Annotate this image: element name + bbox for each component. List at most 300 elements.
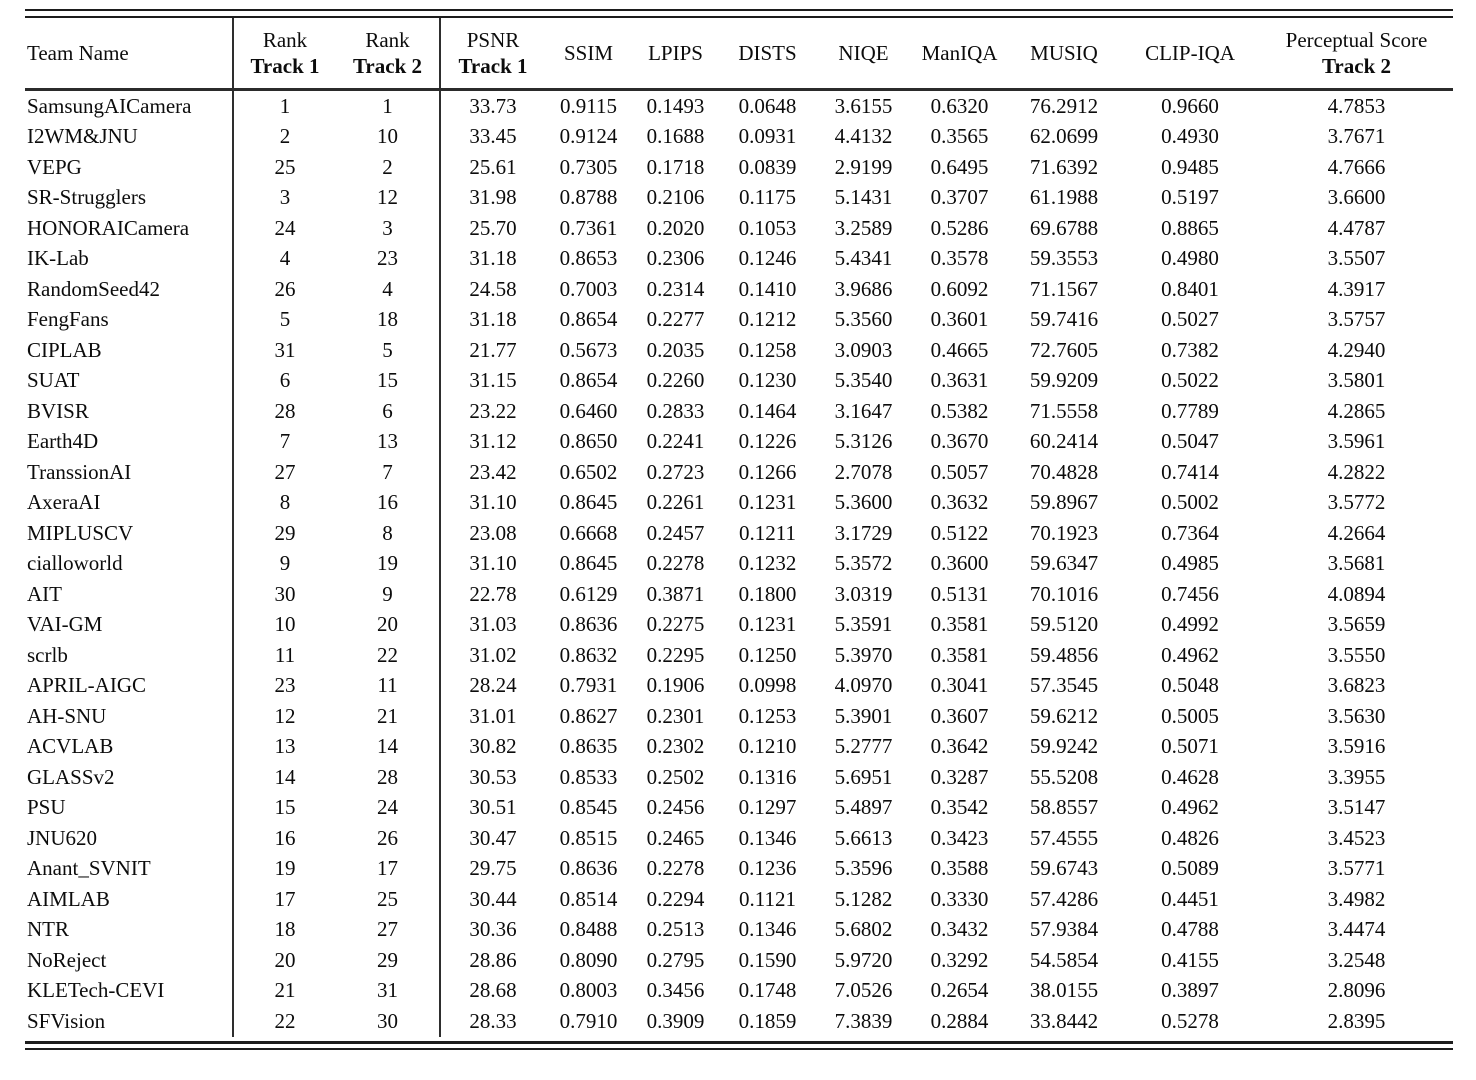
table-row — [25, 549, 1453, 580]
cell-ssim: 0.8645 — [559, 551, 618, 576]
cell-perceptual: 4.7666 — [1327, 154, 1386, 179]
cell-musiq: 71.6392 — [1029, 154, 1099, 179]
cell-perceptual: 3.7671 — [1327, 124, 1386, 149]
table-row — [25, 640, 1453, 671]
cell-rank1: 29 — [274, 520, 296, 545]
cell-musiq: 57.9384 — [1029, 917, 1099, 942]
column-header-line1: LPIPS — [648, 41, 703, 65]
cell-perceptual: 3.5630 — [1327, 703, 1386, 728]
cell-rank2: 22 — [336, 640, 440, 671]
cell-psnr: 31.10 — [469, 551, 517, 576]
cell-niqe: 5.1282 — [834, 886, 893, 911]
cell-psnr: 23.22 — [469, 398, 517, 423]
cell-rank2: 6 — [336, 396, 440, 427]
cell-rank2: 3 — [336, 213, 440, 244]
cell-perceptual: 3.5801 — [1327, 368, 1386, 393]
cell-musiq: 59.6212 — [1029, 703, 1099, 728]
cell-clipiqa: 0.4985 — [1161, 551, 1219, 576]
cell-psnr: 28.68 — [469, 978, 517, 1003]
cell-maniqa: 0.6320 — [930, 93, 989, 118]
cell-rank2: 1 — [336, 90, 440, 122]
cell-team: NoReject — [25, 945, 233, 976]
cell-psnr: 30.36 — [469, 917, 517, 942]
cell-rank2: 13 — [336, 427, 440, 458]
cell-dists: 0.1748 — [738, 978, 797, 1003]
cell-clipiqa: 0.4992 — [1161, 612, 1219, 637]
cell-rank2: 29 — [336, 945, 440, 976]
cell-clipiqa: 0.7414 — [1161, 459, 1219, 484]
table-row — [25, 90, 1453, 122]
cell-team: AIMLAB — [25, 884, 233, 915]
cell-ssim: 0.8645 — [559, 490, 618, 515]
cell-rank1: 28 — [274, 398, 296, 423]
cell-dists: 0.1175 — [739, 185, 796, 210]
cell-ssim: 0.9115 — [560, 93, 617, 118]
cell-perceptual: 3.5916 — [1327, 734, 1386, 759]
cell-perceptual: 3.6823 — [1327, 673, 1386, 698]
cell-rank2: 7 — [336, 457, 440, 488]
cell-team: MIPLUSCV — [25, 518, 233, 549]
cell-rank2: 12 — [336, 183, 440, 214]
cell-rank2: 5 — [336, 335, 440, 366]
cell-team: RandomSeed42 — [25, 274, 233, 305]
cell-niqe: 5.3560 — [834, 307, 893, 332]
cell-rank2: 14 — [336, 732, 440, 763]
cell-rank1: 3 — [279, 185, 291, 210]
cell-rank2: 10 — [336, 122, 440, 153]
cell-clipiqa: 0.5022 — [1161, 368, 1219, 393]
cell-rank1: 25 — [274, 154, 296, 179]
cell-niqe: 5.3126 — [834, 429, 893, 454]
cell-ssim: 0.8514 — [559, 886, 618, 911]
cell-ssim: 0.8003 — [559, 978, 618, 1003]
cell-dists: 0.1232 — [738, 551, 797, 576]
cell-clipiqa: 0.5071 — [1161, 734, 1219, 759]
cell-rank1: 24 — [274, 215, 296, 240]
cell-ssim: 0.8515 — [559, 825, 618, 850]
table-row — [25, 671, 1453, 702]
column-header-line1: CLIP-IQA — [1145, 41, 1235, 65]
cell-rank2: 25 — [336, 884, 440, 915]
cell-niqe: 5.3600 — [834, 490, 893, 515]
cell-ssim: 0.8545 — [559, 795, 618, 820]
cell-ssim: 0.8090 — [559, 947, 618, 972]
cell-perceptual: 3.5659 — [1327, 612, 1386, 637]
cell-team: IK-Lab — [25, 244, 233, 275]
cell-maniqa: 0.5286 — [930, 215, 989, 240]
cell-musiq: 59.8967 — [1029, 490, 1099, 515]
cell-rank1: 22 — [274, 1008, 296, 1033]
cell-team: PSU — [25, 793, 233, 824]
cell-perceptual: 3.2548 — [1327, 947, 1386, 972]
cell-rank2: 18 — [336, 305, 440, 336]
cell-team: SR-Strugglers — [25, 183, 233, 214]
cell-musiq: 57.4286 — [1029, 886, 1099, 911]
cell-maniqa: 0.2654 — [930, 978, 989, 1003]
cell-lpips: 0.2035 — [646, 337, 705, 362]
cell-psnr: 28.33 — [469, 1008, 517, 1033]
cell-lpips: 0.2294 — [646, 886, 705, 911]
cell-rank1: 10 — [274, 612, 296, 637]
header-row — [25, 18, 1453, 90]
cell-niqe: 5.4897 — [834, 795, 893, 820]
cell-lpips: 0.2241 — [646, 429, 705, 454]
column-header-maniqa — [911, 18, 1008, 90]
cell-lpips: 0.1688 — [646, 124, 705, 149]
cell-dists: 0.1231 — [738, 490, 797, 515]
cell-rank1: 23 — [274, 673, 296, 698]
cell-psnr: 24.58 — [469, 276, 517, 301]
cell-maniqa: 0.3600 — [930, 551, 989, 576]
cell-musiq: 71.1567 — [1029, 276, 1099, 301]
cell-maniqa: 0.3670 — [930, 429, 989, 454]
cell-rank1: 12 — [274, 703, 296, 728]
column-header-line2: Track 1 — [250, 54, 320, 78]
cell-dists: 0.1258 — [738, 337, 797, 362]
cell-musiq: 59.9209 — [1029, 368, 1099, 393]
column-header-lpips — [632, 18, 719, 90]
cell-team: GLASSv2 — [25, 762, 233, 793]
cell-maniqa: 0.5131 — [930, 581, 989, 606]
cell-rank1: 1 — [279, 93, 291, 118]
cell-dists: 0.1250 — [738, 642, 797, 667]
cell-team: SamsungAICamera — [25, 90, 233, 122]
cell-ssim: 0.8627 — [559, 703, 618, 728]
cell-musiq: 71.5558 — [1029, 398, 1099, 423]
cell-clipiqa: 0.9485 — [1161, 154, 1219, 179]
column-header-line1: Rank — [262, 28, 308, 52]
cell-psnr: 21.77 — [469, 337, 517, 362]
table-row — [25, 854, 1453, 885]
cell-dists: 0.1212 — [738, 307, 797, 332]
column-header-team — [25, 18, 233, 90]
cell-dists: 0.1266 — [738, 459, 797, 484]
cell-rank1: 8 — [279, 490, 291, 515]
cell-niqe: 4.0970 — [834, 673, 893, 698]
cell-ssim: 0.8654 — [559, 307, 618, 332]
cell-maniqa: 0.3632 — [930, 490, 989, 515]
cell-psnr: 30.47 — [469, 825, 517, 850]
cell-maniqa: 0.5122 — [930, 520, 989, 545]
table-row — [25, 701, 1453, 732]
cell-clipiqa: 0.4788 — [1161, 917, 1219, 942]
table-row — [25, 945, 1453, 976]
cell-niqe: 3.0319 — [834, 581, 893, 606]
cell-clipiqa: 0.4980 — [1161, 246, 1219, 271]
cell-lpips: 0.2833 — [646, 398, 705, 423]
cell-niqe: 2.7078 — [834, 459, 893, 484]
cell-clipiqa: 0.4962 — [1161, 795, 1219, 820]
cell-musiq: 59.5120 — [1029, 612, 1099, 637]
cell-rank1: 16 — [274, 825, 296, 850]
cell-dists: 0.1236 — [738, 856, 797, 881]
cell-perceptual: 3.5757 — [1327, 307, 1386, 332]
cell-niqe: 5.3572 — [834, 551, 893, 576]
cell-maniqa: 0.3601 — [930, 307, 989, 332]
cell-maniqa: 0.3287 — [930, 764, 989, 789]
cell-niqe: 5.9720 — [834, 947, 893, 972]
table-row — [25, 335, 1453, 366]
cell-dists: 0.1231 — [738, 612, 797, 637]
cell-clipiqa: 0.5089 — [1161, 856, 1219, 881]
table-row — [25, 427, 1453, 458]
cell-clipiqa: 0.5005 — [1161, 703, 1219, 728]
cell-musiq: 60.2414 — [1029, 429, 1099, 454]
cell-rank2: 21 — [336, 701, 440, 732]
cell-clipiqa: 0.4930 — [1161, 124, 1219, 149]
cell-musiq: 58.8557 — [1029, 795, 1099, 820]
cell-rank1: 31 — [274, 337, 296, 362]
cell-ssim: 0.8650 — [559, 429, 618, 454]
cell-team: AH-SNU — [25, 701, 233, 732]
table-row — [25, 793, 1453, 824]
cell-rank1: 20 — [274, 947, 296, 972]
cell-musiq: 59.4856 — [1029, 642, 1099, 667]
cell-dists: 0.1226 — [738, 429, 797, 454]
cell-team: VEPG — [25, 152, 233, 183]
cell-ssim: 0.7361 — [559, 215, 618, 240]
cell-team: AxeraAI — [25, 488, 233, 519]
column-header-line1: SSIM — [563, 41, 614, 65]
cell-rank1: 17 — [274, 886, 296, 911]
cell-psnr: 25.70 — [469, 215, 517, 240]
results-table — [25, 18, 1453, 1037]
cell-dists: 0.1121 — [739, 886, 796, 911]
cell-perceptual: 3.5681 — [1327, 551, 1386, 576]
table-row — [25, 1006, 1453, 1037]
cell-ssim: 0.8635 — [559, 734, 618, 759]
cell-clipiqa: 0.4155 — [1161, 947, 1219, 972]
cell-niqe: 7.3839 — [834, 1008, 893, 1033]
cell-musiq: 62.0699 — [1029, 124, 1099, 149]
cell-musiq: 76.2912 — [1029, 93, 1099, 118]
cell-niqe: 3.9686 — [834, 276, 893, 301]
cell-perceptual: 3.5550 — [1327, 642, 1386, 667]
cell-perceptual: 4.0894 — [1327, 581, 1386, 606]
cell-ssim: 0.8636 — [559, 612, 618, 637]
cell-maniqa: 0.3581 — [930, 642, 989, 667]
cell-psnr: 22.78 — [469, 581, 517, 606]
cell-niqe: 7.0526 — [834, 978, 893, 1003]
cell-musiq: 59.6347 — [1029, 551, 1099, 576]
cell-lpips: 0.2302 — [646, 734, 705, 759]
cell-dists: 0.1590 — [738, 947, 797, 972]
cell-clipiqa: 0.5027 — [1161, 307, 1219, 332]
cell-maniqa: 0.2884 — [930, 1008, 989, 1033]
cell-lpips: 0.2795 — [646, 947, 705, 972]
cell-niqe: 2.9199 — [834, 154, 893, 179]
cell-dists: 0.1230 — [738, 368, 797, 393]
cell-perceptual: 4.2822 — [1327, 459, 1386, 484]
cell-psnr: 33.73 — [469, 93, 517, 118]
cell-musiq: 70.4828 — [1029, 459, 1099, 484]
cell-musiq: 57.4555 — [1029, 825, 1099, 850]
cell-dists: 0.1316 — [738, 764, 797, 789]
cell-team: ACVLAB — [25, 732, 233, 763]
cell-perceptual: 4.7853 — [1327, 93, 1386, 118]
cell-maniqa: 0.3565 — [930, 124, 989, 149]
cell-ssim: 0.9124 — [559, 124, 618, 149]
column-header-perceptual — [1260, 18, 1453, 90]
cell-rank1: 19 — [274, 856, 296, 881]
cell-team: APRIL-AIGC — [25, 671, 233, 702]
column-header-rank1 — [233, 18, 336, 90]
cell-rank2: 9 — [336, 579, 440, 610]
cell-rank1: 18 — [274, 917, 296, 942]
cell-niqe: 5.3596 — [834, 856, 893, 881]
cell-maniqa: 0.3588 — [930, 856, 989, 881]
cell-perceptual: 3.4523 — [1327, 825, 1386, 850]
cell-perceptual: 3.5772 — [1327, 490, 1386, 515]
cell-dists: 0.0648 — [738, 93, 797, 118]
cell-musiq: 59.7416 — [1029, 307, 1099, 332]
cell-lpips: 0.2295 — [646, 642, 705, 667]
cell-team: SFVision — [25, 1006, 233, 1037]
cell-perceptual: 3.5771 — [1327, 856, 1386, 881]
cell-perceptual: 4.4787 — [1327, 215, 1386, 240]
cell-dists: 0.1464 — [738, 398, 797, 423]
cell-rank1: 27 — [274, 459, 296, 484]
cell-psnr: 28.86 — [469, 947, 517, 972]
cell-perceptual: 4.2940 — [1327, 337, 1386, 362]
table-header — [25, 18, 1453, 90]
cell-perceptual: 4.2865 — [1327, 398, 1386, 423]
cell-musiq: 57.3545 — [1029, 673, 1099, 698]
cell-perceptual: 3.5961 — [1327, 429, 1386, 454]
cell-lpips: 0.2301 — [646, 703, 705, 728]
cell-niqe: 3.1647 — [834, 398, 893, 423]
cell-musiq: 61.1988 — [1029, 185, 1099, 210]
cell-rank2: 24 — [336, 793, 440, 824]
cell-maniqa: 0.3578 — [930, 246, 989, 271]
cell-psnr: 29.75 — [469, 856, 517, 881]
cell-psnr: 31.12 — [469, 429, 517, 454]
cell-maniqa: 0.4665 — [930, 337, 989, 362]
cell-lpips: 0.3909 — [646, 1008, 705, 1033]
cell-team: FengFans — [25, 305, 233, 336]
table-row — [25, 244, 1453, 275]
cell-rank2: 27 — [336, 915, 440, 946]
table-row — [25, 122, 1453, 153]
cell-team: NTR — [25, 915, 233, 946]
cell-ssim: 0.5673 — [559, 337, 618, 362]
cell-dists: 0.0931 — [738, 124, 797, 149]
table-row — [25, 884, 1453, 915]
bottom-rule-inner — [25, 1041, 1453, 1044]
cell-perceptual: 3.4982 — [1327, 886, 1386, 911]
cell-perceptual: 4.3917 — [1327, 276, 1386, 301]
cell-niqe: 5.4341 — [834, 246, 893, 271]
cell-clipiqa: 0.3897 — [1161, 978, 1219, 1003]
cell-ssim: 0.7305 — [559, 154, 618, 179]
cell-lpips: 0.2275 — [646, 612, 705, 637]
column-header-line1: Perceptual Score — [1285, 28, 1428, 52]
cell-team: I2WM&JNU — [25, 122, 233, 153]
cell-rank2: 20 — [336, 610, 440, 641]
cell-niqe: 5.6951 — [834, 764, 893, 789]
cell-lpips: 0.2513 — [646, 917, 705, 942]
cell-maniqa: 0.3581 — [930, 612, 989, 637]
cell-rank1: 4 — [279, 246, 291, 271]
cell-niqe: 3.6155 — [834, 93, 893, 118]
cell-ssim: 0.8488 — [559, 917, 618, 942]
cell-team: JNU620 — [25, 823, 233, 854]
cell-psnr: 31.03 — [469, 612, 517, 637]
cell-team: TranssionAI — [25, 457, 233, 488]
cell-musiq: 59.6743 — [1029, 856, 1099, 881]
cell-musiq: 70.1016 — [1029, 581, 1099, 606]
cell-ssim: 0.6129 — [559, 581, 618, 606]
cell-perceptual: 2.8395 — [1327, 1008, 1386, 1033]
cell-lpips: 0.2020 — [646, 215, 705, 240]
cell-psnr: 30.82 — [469, 734, 517, 759]
cell-ssim: 0.8654 — [559, 368, 618, 393]
cell-lpips: 0.2260 — [646, 368, 705, 393]
cell-team: AIT — [25, 579, 233, 610]
cell-rank1: 15 — [274, 795, 296, 820]
cell-team: cialloworld — [25, 549, 233, 580]
column-header-niqe — [816, 18, 911, 90]
column-header-musiq — [1008, 18, 1120, 90]
cell-ssim: 0.8632 — [559, 642, 618, 667]
cell-dists: 0.1297 — [738, 795, 797, 820]
top-rule-outer — [25, 9, 1453, 11]
cell-niqe: 3.2589 — [834, 215, 893, 240]
cell-maniqa: 0.3631 — [930, 368, 989, 393]
cell-maniqa: 0.3041 — [930, 673, 989, 698]
cell-team: HONORAICamera — [25, 213, 233, 244]
cell-niqe: 5.2777 — [834, 734, 893, 759]
cell-clipiqa: 0.5278 — [1161, 1008, 1219, 1033]
table-row — [25, 152, 1453, 183]
table-row — [25, 915, 1453, 946]
cell-rank1: 2 — [279, 124, 291, 149]
cell-musiq: 69.6788 — [1029, 215, 1099, 240]
cell-lpips: 0.2457 — [646, 520, 705, 545]
cell-psnr: 30.44 — [469, 886, 517, 911]
cell-perceptual: 4.2664 — [1327, 520, 1386, 545]
cell-clipiqa: 0.8865 — [1161, 215, 1219, 240]
cell-team: KLETech-CEVI — [25, 976, 233, 1007]
cell-maniqa: 0.3707 — [930, 185, 989, 210]
cell-clipiqa: 0.5048 — [1161, 673, 1219, 698]
column-header-line1: Rank — [365, 28, 410, 52]
cell-rank2: 26 — [336, 823, 440, 854]
cell-clipiqa: 0.4962 — [1161, 642, 1219, 667]
cell-clipiqa: 0.5047 — [1161, 429, 1219, 454]
cell-ssim: 0.8533 — [559, 764, 618, 789]
cell-rank2: 4 — [336, 274, 440, 305]
column-header-ssim — [545, 18, 632, 90]
cell-niqe: 5.1431 — [834, 185, 893, 210]
column-header-line1: MUSIQ — [1030, 41, 1098, 65]
cell-niqe: 5.3901 — [834, 703, 893, 728]
cell-rank2: 30 — [336, 1006, 440, 1037]
column-header-line2: Track 2 — [1321, 54, 1392, 78]
cell-psnr: 28.24 — [469, 673, 517, 698]
table-row — [25, 488, 1453, 519]
table-row — [25, 610, 1453, 641]
cell-psnr: 31.18 — [469, 246, 517, 271]
column-header-line1: NIQE — [838, 41, 889, 65]
cell-perceptual: 3.6600 — [1327, 185, 1386, 210]
bottom-rule-outer — [25, 1048, 1453, 1050]
cell-team: VAI-GM — [25, 610, 233, 641]
cell-psnr: 31.02 — [469, 642, 517, 667]
table-row — [25, 366, 1453, 397]
table-row — [25, 976, 1453, 1007]
cell-dists: 0.1410 — [738, 276, 797, 301]
